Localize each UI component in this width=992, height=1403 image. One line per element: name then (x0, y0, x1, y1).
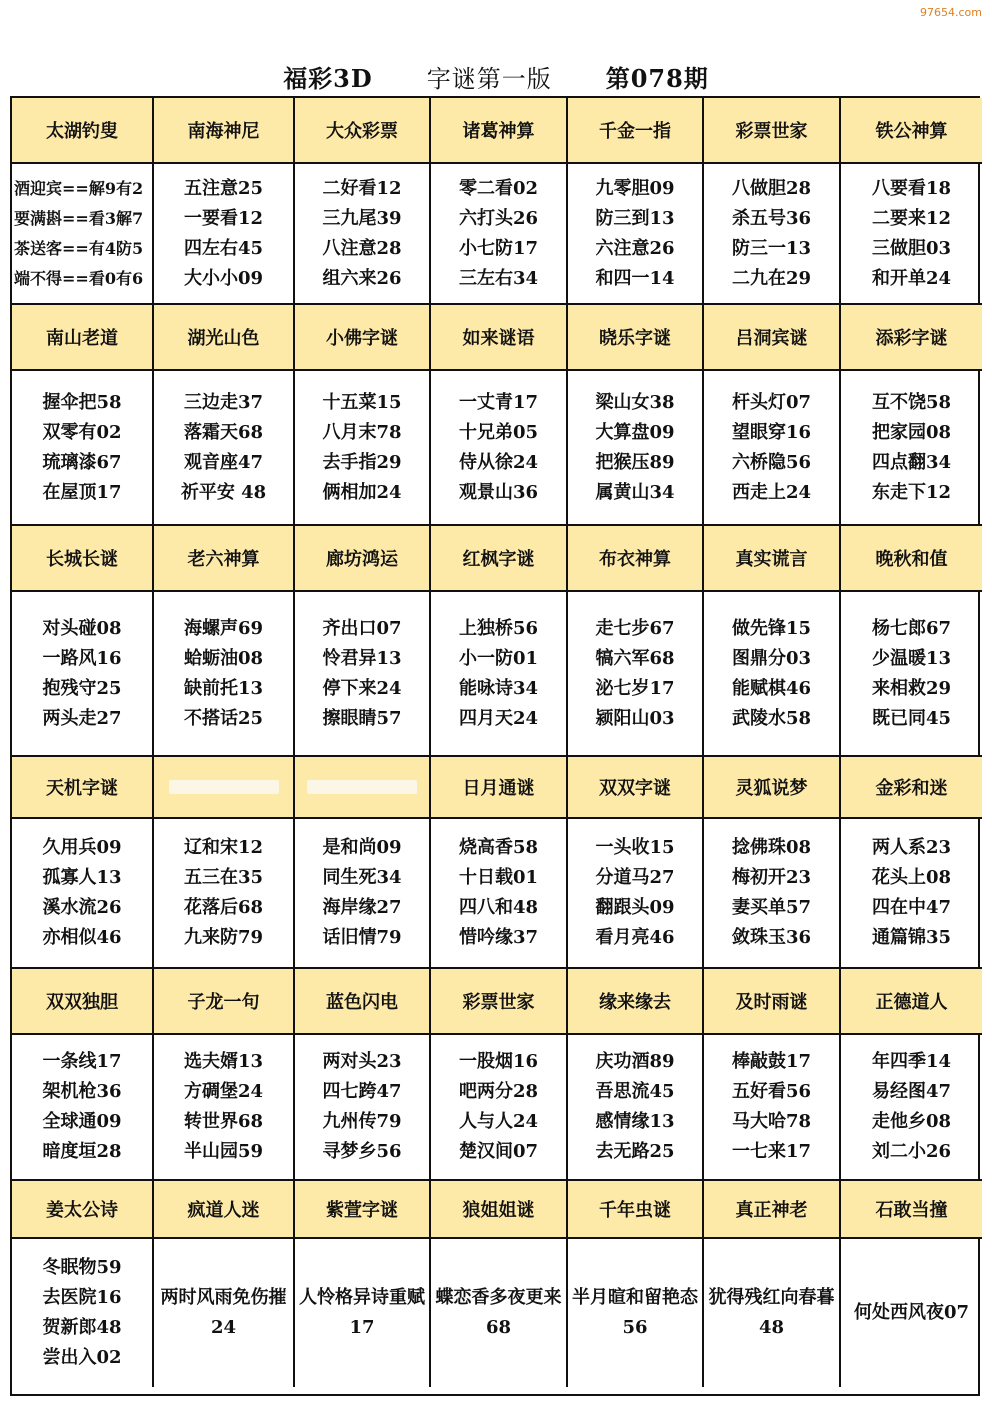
riddle-line: 组六来26 (322, 267, 402, 289)
riddle-line: 方碉堡24 (183, 1081, 264, 1102)
riddle-line: 贺新郎48 (42, 1317, 122, 1338)
riddle-line: 惜吟缘37 (458, 927, 539, 948)
riddle-line: 犹得残红向春暮 48 (708, 1287, 835, 1338)
riddle-line: 吾思流45 (595, 1081, 675, 1102)
riddle-line: 烧高香58 (458, 837, 539, 858)
riddle-line: 棒敲鼓17 (731, 1051, 812, 1072)
riddle-line: 半月暄和留艳态56 (572, 1287, 698, 1338)
column-title: 子龙一句 (154, 969, 295, 1035)
column-title: 天机字谜 (12, 757, 154, 819)
riddle-cell (295, 1239, 431, 1387)
riddle-line: 九来防79 (183, 927, 264, 948)
riddle-table (10, 96, 980, 1396)
riddle-line: 在屋顶17 (42, 481, 122, 503)
riddle-line: 感情缘13 (595, 1111, 675, 1132)
riddle-line: 易经图47 (871, 1081, 952, 1102)
riddle-line: 抱残守25 (42, 677, 122, 699)
column-title: 蓝色闪电 (295, 969, 431, 1035)
riddle-line: 侍从徐24 (458, 451, 539, 473)
riddle-line: 杆头灯07 (731, 391, 812, 413)
riddle-cell (154, 1239, 295, 1387)
column-title: 双双字谜 (568, 757, 704, 819)
riddle-cell (841, 371, 982, 526)
riddle-line: 马大哈78 (731, 1111, 812, 1132)
riddle-line: 大算盘09 (595, 421, 675, 443)
riddle-line: 九零胆09 (595, 177, 675, 199)
column-title: 铁公神算 (841, 98, 982, 164)
riddle-line: 看月亮46 (595, 927, 675, 948)
riddle-line: 杨七郎67 (871, 617, 952, 639)
riddle-cell (431, 1239, 568, 1387)
riddle-line: 话旧情79 (322, 927, 402, 948)
riddle-line: 擦眼睛57 (322, 707, 402, 729)
riddle-line: 两时风雨免伤摧24 (160, 1287, 287, 1338)
riddle-line: 架机枪36 (42, 1081, 122, 1102)
riddle-cell (841, 819, 982, 969)
riddle-line: 对头碰08 (42, 617, 122, 639)
riddle-line: 九州传79 (322, 1111, 402, 1132)
riddle-line: 十五菜15 (322, 391, 402, 413)
riddle-cell (295, 371, 431, 526)
riddle-cell (704, 1035, 841, 1181)
riddle-line: 六打头26 (458, 207, 539, 229)
riddle-cell (568, 371, 704, 526)
column-title: 真实谎言 (704, 526, 841, 592)
page-title (0, 58, 992, 94)
riddle-line: 能咏诗34 (458, 677, 539, 699)
riddle-line: 西走上24 (731, 481, 812, 503)
riddle-cell (568, 819, 704, 969)
riddle-line: 端不得==看0有6 (14, 268, 144, 288)
riddle-line: 酒迎宾==解9有2 (14, 178, 144, 198)
riddle-line: 孤寡人13 (42, 867, 122, 888)
riddle-line: 一要看12 (183, 207, 264, 229)
riddle-line: 花头上08 (871, 867, 952, 888)
obscured-title (307, 780, 417, 794)
column-title: 金彩和迷 (841, 757, 982, 819)
riddle-line: 寻梦乡56 (322, 1141, 402, 1162)
riddle-line: 零二看02 (458, 177, 539, 199)
riddle-line: 齐出口07 (322, 617, 402, 639)
riddle-line: 东走下12 (871, 481, 952, 503)
riddle-line: 颍阳山03 (595, 707, 675, 729)
riddle-line: 十兄弟05 (458, 421, 539, 443)
column-title: 添彩字谜 (841, 305, 982, 371)
column-title: 狼姐姐谜 (431, 1181, 568, 1239)
riddle-line: 蛤蛎油08 (183, 647, 264, 669)
riddle-line: 是和尚09 (322, 837, 402, 858)
riddle-cell (154, 371, 295, 526)
riddle-line: 怜君异13 (322, 647, 402, 669)
column-title: 日月通谜 (431, 757, 568, 819)
riddle-line: 和四一14 (595, 267, 675, 289)
riddle-line: 属黄山34 (595, 481, 675, 503)
riddle-line: 梅初开23 (731, 867, 812, 888)
column-title: 千年虫谜 (568, 1181, 704, 1239)
riddle-line: 少温暖13 (871, 647, 952, 669)
riddle-cell (704, 1239, 841, 1387)
riddle-line: 冬眠物59 (42, 1257, 122, 1278)
column-title: 缘来缘去 (568, 969, 704, 1035)
riddle-cell (154, 1035, 295, 1181)
riddle-line: 犒六军68 (595, 647, 675, 669)
riddle-line: 望眼穿16 (731, 421, 812, 443)
riddle-line: 防三一13 (731, 237, 812, 259)
riddle-cell (841, 164, 982, 305)
site-watermark: 97654.com (920, 6, 982, 19)
riddle-line: 三九尾39 (322, 207, 402, 229)
riddle-line: 把家园08 (871, 421, 952, 443)
column-title: 如来谜语 (431, 305, 568, 371)
riddle-line: 泌七岁17 (595, 677, 675, 699)
column-title (295, 757, 431, 819)
riddle-line: 辽和宋12 (183, 837, 264, 858)
riddle-cell (295, 1035, 431, 1181)
riddle-line: 海岸缘27 (322, 897, 402, 918)
riddle-line: 暗度垣28 (42, 1141, 122, 1162)
column-title: 彩票世家 (704, 98, 841, 164)
riddle-line: 海螺声69 (183, 617, 264, 639)
riddle-line: 武陵水58 (731, 707, 812, 729)
riddle-cell (431, 592, 568, 757)
riddle-line: 二要来12 (871, 207, 952, 229)
riddle-line: 二九在29 (731, 267, 812, 289)
riddle-line: 防三到13 (595, 207, 675, 229)
riddle-line: 茶送客==有4防5 (14, 238, 144, 258)
riddle-line: 花落后68 (183, 897, 264, 918)
riddle-cell (295, 592, 431, 757)
riddle-cell (12, 592, 154, 757)
riddle-line: 年四季14 (871, 1051, 952, 1072)
column-title: 长城长谜 (12, 526, 154, 592)
riddle-line: 人与人24 (458, 1111, 539, 1132)
obscured-title (169, 780, 279, 794)
riddle-line: 三边走37 (183, 391, 264, 413)
riddle-line: 五注意25 (183, 177, 264, 199)
riddle-cell (841, 592, 982, 757)
riddle-cell (12, 819, 154, 969)
riddle-line: 一股烟16 (458, 1051, 539, 1072)
riddle-line: 走他乡08 (871, 1111, 952, 1132)
riddle-cell (12, 1239, 154, 1387)
riddle-line: 尝出入02 (42, 1347, 122, 1368)
riddle-line: 小七防17 (458, 237, 539, 259)
riddle-cell (154, 819, 295, 969)
riddle-line: 敛珠玉36 (731, 927, 812, 948)
riddle-cell (12, 164, 154, 305)
riddle-line: 四八和48 (458, 897, 539, 918)
column-title: 千金一指 (568, 98, 704, 164)
riddle-line: 妻买单57 (731, 897, 812, 918)
riddle-line: 同生死34 (322, 867, 402, 888)
riddle-cell (431, 819, 568, 969)
riddle-line: 梁山女38 (595, 391, 675, 413)
riddle-cell (568, 1239, 704, 1387)
riddle-line: 分道马27 (595, 867, 675, 888)
riddle-cell (568, 164, 704, 305)
riddle-line: 缺前托13 (183, 677, 264, 699)
riddle-line: 两人系23 (871, 837, 952, 858)
column-title: 南山老道 (12, 305, 154, 371)
riddle-line: 观景山36 (458, 481, 539, 503)
column-title: 真正神老 (704, 1181, 841, 1239)
column-title: 大众彩票 (295, 98, 431, 164)
riddle-line: 俩相加24 (322, 481, 402, 503)
riddle-line: 停下来24 (322, 677, 402, 699)
riddle-line: 四点翻34 (871, 451, 952, 473)
riddle-line: 去医院16 (42, 1287, 122, 1308)
riddle-cell (704, 164, 841, 305)
riddle-line: 吧两分28 (458, 1081, 539, 1102)
riddle-cell (154, 592, 295, 757)
riddle-line: 一路风16 (42, 647, 122, 669)
riddle-line: 落霜天68 (183, 421, 264, 443)
riddle-cell (841, 1239, 982, 1387)
riddle-line: 十日载01 (458, 867, 539, 888)
column-title: 双双独胆 (12, 969, 154, 1035)
riddle-line: 半山园59 (183, 1141, 264, 1162)
edition-name: 字谜第一版 (426, 64, 552, 93)
riddle-line: 要满斟==看3解7 (14, 208, 144, 228)
riddle-line: 亦相似46 (42, 927, 122, 948)
riddle-line: 翻跟头09 (595, 897, 675, 918)
riddle-line: 上独桥56 (458, 617, 539, 639)
riddle-line: 五三在35 (183, 867, 264, 888)
riddle-line: 六注意26 (595, 237, 675, 259)
riddle-cell (154, 164, 295, 305)
riddle-line: 两头走27 (42, 707, 122, 729)
riddle-line: 走七步67 (595, 617, 675, 639)
riddle-line: 互不饶58 (871, 391, 952, 413)
column-title (154, 757, 295, 819)
column-title: 石敢当撞 (841, 1181, 982, 1239)
riddle-line: 能赋棋46 (731, 677, 812, 699)
riddle-line: 既已同45 (871, 707, 952, 729)
column-title: 及时雨谜 (704, 969, 841, 1035)
column-title: 湖光山色 (154, 305, 295, 371)
riddle-line: 庆功酒89 (595, 1051, 675, 1072)
riddle-line: 祈平安 48 (180, 481, 267, 503)
riddle-cell (568, 592, 704, 757)
riddle-line: 四在中47 (871, 897, 952, 918)
column-title: 红枫字谜 (431, 526, 568, 592)
column-title: 吕洞宾谜 (704, 305, 841, 371)
riddle-cell (12, 371, 154, 526)
riddle-line: 八月末78 (322, 421, 402, 443)
riddle-line: 捻佛珠08 (731, 837, 812, 858)
column-title: 紫萱字谜 (295, 1181, 431, 1239)
riddle-line: 通篇锦35 (871, 927, 952, 948)
riddle-cell (12, 1035, 154, 1181)
riddle-line: 大小小09 (183, 267, 264, 289)
column-title: 诸葛神算 (431, 98, 568, 164)
riddle-cell (431, 1035, 568, 1181)
riddle-line: 去手指29 (322, 451, 402, 473)
column-title: 姜太公诗 (12, 1181, 154, 1239)
riddle-cell (431, 164, 568, 305)
lottery-name: 福彩3D (283, 63, 373, 93)
riddle-line: 四七跨47 (322, 1081, 402, 1102)
riddle-line: 三左右34 (458, 267, 539, 289)
riddle-line: 把猴压89 (595, 451, 675, 473)
riddle-line: 久用兵09 (42, 837, 122, 858)
column-title: 正德道人 (841, 969, 982, 1035)
column-title: 廊坊鸿运 (295, 526, 431, 592)
riddle-line: 小一防01 (458, 647, 539, 669)
column-title: 布衣神算 (568, 526, 704, 592)
riddle-cell (295, 164, 431, 305)
riddle-line: 选夫婿13 (183, 1051, 264, 1072)
riddle-line: 人怜格异诗重赋 17 (299, 1287, 425, 1338)
riddle-line: 八注意28 (322, 237, 402, 259)
column-title: 晓乐字谜 (568, 305, 704, 371)
riddle-line: 楚汉间07 (458, 1141, 539, 1162)
riddle-line: 二好看12 (322, 177, 402, 199)
riddle-line: 一头收15 (595, 837, 675, 858)
riddle-cell (704, 819, 841, 969)
riddle-line: 一条线17 (42, 1051, 122, 1072)
riddle-line: 握伞把58 (42, 391, 122, 413)
riddle-line: 三做胆03 (871, 237, 952, 259)
riddle-line: 蝶恋香多夜更来 68 (435, 1287, 562, 1338)
column-title: 晚秋和值 (841, 526, 982, 592)
riddle-line: 两对头23 (322, 1051, 402, 1072)
column-title: 太湖钓叟 (12, 98, 154, 164)
riddle-line: 一丈青17 (458, 391, 539, 413)
riddle-line: 何处西风夜07 (853, 1302, 970, 1323)
riddle-line: 一七来17 (731, 1141, 812, 1162)
riddle-line: 和开单24 (871, 267, 952, 289)
column-title: 彩票世家 (431, 969, 568, 1035)
riddle-line: 琉璃漆67 (42, 451, 122, 473)
riddle-line: 来相救29 (871, 677, 952, 699)
column-title: 南海神尼 (154, 98, 295, 164)
riddle-line: 刘二小26 (871, 1141, 952, 1162)
riddle-line: 不搭话25 (183, 707, 264, 729)
issue-number: 第078期 (605, 63, 709, 93)
riddle-line: 全球通09 (42, 1111, 122, 1132)
column-title: 灵狐说梦 (704, 757, 841, 819)
riddle-line: 去无路25 (595, 1141, 675, 1162)
column-title: 疯道人迷 (154, 1181, 295, 1239)
riddle-line: 五好看56 (731, 1081, 812, 1102)
riddle-line: 转世界68 (183, 1111, 264, 1132)
riddle-line: 杀五号36 (731, 207, 812, 229)
riddle-line: 图鼎分03 (731, 647, 812, 669)
riddle-cell (568, 1035, 704, 1181)
riddle-line: 六桥隐56 (731, 451, 812, 473)
riddle-line: 观音座47 (183, 451, 264, 473)
riddle-line: 八做胆28 (731, 177, 812, 199)
riddle-line: 做先锋15 (731, 617, 812, 639)
riddle-cell (841, 1035, 982, 1181)
riddle-line: 溪水流26 (42, 897, 122, 918)
riddle-cell (295, 819, 431, 969)
riddle-cell (704, 592, 841, 757)
riddle-line: 四左右45 (183, 237, 264, 259)
column-title: 小佛字谜 (295, 305, 431, 371)
riddle-line: 八要看18 (871, 177, 952, 199)
riddle-line: 四月天24 (458, 707, 539, 729)
riddle-cell (704, 371, 841, 526)
riddle-line: 双零有02 (42, 421, 122, 443)
column-title: 老六神算 (154, 526, 295, 592)
riddle-cell (431, 371, 568, 526)
